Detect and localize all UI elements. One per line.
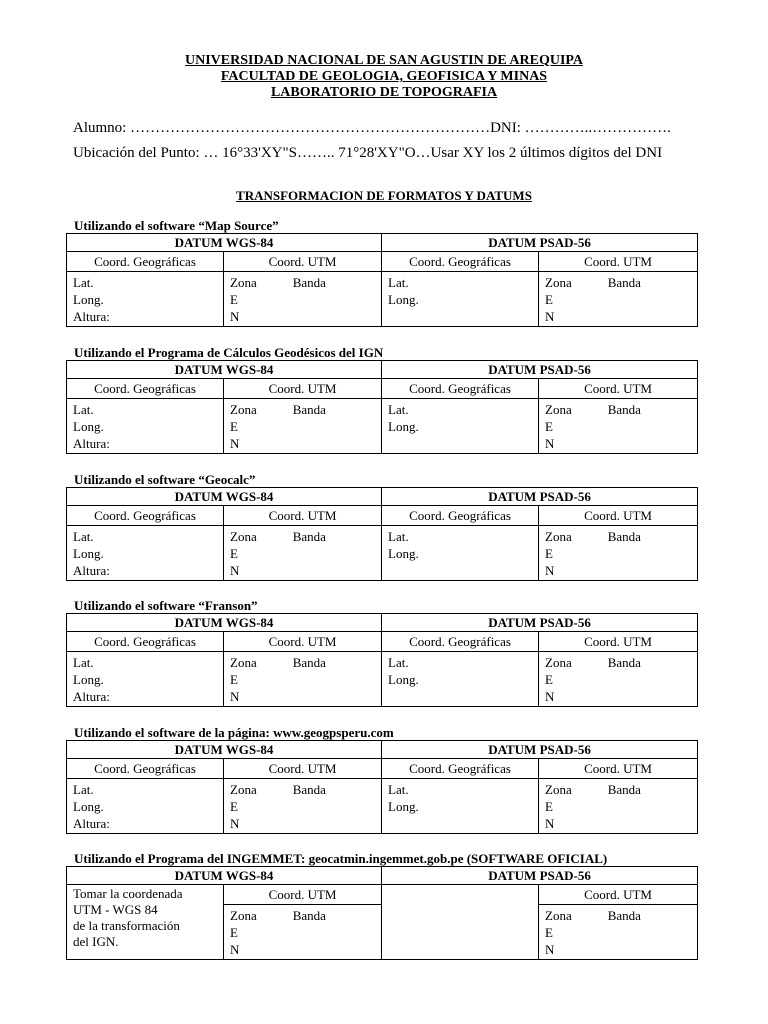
utm-psad56-cell (539, 905, 698, 960)
altura-label: Altura: (73, 436, 110, 451)
coordinates-section (66, 218, 697, 327)
banda-label: Banda (292, 782, 326, 797)
banda-label: Banda (292, 908, 326, 923)
utm-psad56-cell (539, 399, 698, 454)
coord-utm-header: Coord. UTM (539, 506, 698, 526)
section-title: Utilizando el software “Franson” (74, 598, 258, 613)
long-label: Long. (388, 546, 419, 561)
lat-label: Lat. (73, 782, 94, 797)
coordinates-table (66, 613, 698, 707)
geo-psad56-cell (382, 652, 539, 707)
long-label: Long. (388, 419, 419, 434)
n-label: N (230, 436, 240, 451)
lat-label: Lat. (388, 402, 409, 417)
long-label: Long. (73, 292, 104, 307)
coord-utm-header: Coord. UTM (224, 632, 382, 652)
banda-label: Banda (607, 402, 641, 417)
n-label: N (230, 816, 240, 831)
geo-psad56-cell (382, 399, 539, 454)
long-label: Long. (388, 799, 419, 814)
e-label: E (545, 925, 553, 940)
coordinates-table (66, 233, 698, 327)
banda-label: Banda (292, 529, 326, 544)
n-label: N (545, 563, 555, 578)
zona-label: Zona (545, 908, 572, 923)
coordinates-section (66, 345, 697, 454)
coord-geo-header: Coord. Geográficas (67, 632, 224, 652)
coord-geo-header: Coord. Geográficas (67, 252, 224, 272)
banda-label: Banda (607, 655, 641, 670)
coord-utm-header: Coord. UTM (224, 759, 382, 779)
banda-label: Banda (292, 275, 326, 290)
zona-label: Zona (230, 529, 257, 544)
lat-label: Lat. (73, 275, 94, 290)
utm-wgs84-cell (224, 905, 382, 960)
coord-utm-header: Coord. UTM (224, 506, 382, 526)
e-label: E (230, 292, 238, 307)
lat-label: Lat. (73, 529, 94, 544)
coordinates-table (66, 487, 698, 581)
altura-label: Altura: (73, 689, 110, 704)
banda-label: Banda (607, 275, 641, 290)
section-title: Utilizando el software “Geocalc” (74, 472, 256, 487)
n-label: N (230, 689, 240, 704)
ign-note-line: UTM - WGS 84 (73, 902, 158, 917)
banda-label: Banda (607, 908, 641, 923)
geo-psad56-cell (382, 779, 539, 834)
utm-wgs84-cell (224, 779, 382, 834)
banda-label: Banda (607, 782, 641, 797)
university-title: UNIVERSIDAD NACIONAL DE SAN AGUSTIN DE AREQUIPA (184, 53, 584, 68)
zona-label: Zona (545, 655, 572, 670)
lat-label: Lat. (388, 529, 409, 544)
coord-utm-header: Coord. UTM (539, 379, 698, 399)
banda-label: Banda (607, 529, 641, 544)
e-label: E (545, 292, 553, 307)
location-line: Ubicación del Punto: … 16°33'XY"S…….. 71°28'XY"O…Usar XY los 2 últimos dígitos del DNI (73, 145, 663, 161)
e-label: E (545, 672, 553, 687)
banda-label: Banda (292, 402, 326, 417)
banda-label: Banda (292, 655, 326, 670)
utm-wgs84-cell (224, 652, 382, 707)
altura-label: Altura: (73, 309, 110, 324)
lat-label: Lat. (388, 655, 409, 670)
utm-psad56-cell (539, 526, 698, 581)
coordinates-table (66, 866, 698, 960)
geo-psad56-cell (382, 272, 539, 327)
datum-wgs84-header: DATUM WGS-84 (67, 867, 382, 885)
n-label: N (545, 436, 555, 451)
datum-wgs84-header: DATUM WGS-84 (67, 614, 382, 632)
n-label: N (230, 309, 240, 324)
zona-label: Zona (230, 908, 257, 923)
ign-note-line: del IGN. (73, 934, 119, 949)
datum-psad56-header: DATUM PSAD-56 (382, 234, 698, 252)
coordinates-section (66, 472, 697, 581)
long-label: Long. (388, 292, 419, 307)
zona-label: Zona (230, 402, 257, 417)
coord-utm-header: Coord. UTM (539, 632, 698, 652)
e-label: E (545, 546, 553, 561)
ign-note-line: Tomar la coordenada (73, 886, 183, 901)
lat-label: Lat. (73, 402, 94, 417)
coordinates-section (66, 598, 697, 707)
coord-utm-header: Coord. UTM (224, 885, 382, 905)
coord-geo-header: Coord. Geográficas (67, 506, 224, 526)
e-label: E (230, 419, 238, 434)
long-label: Long. (388, 672, 419, 687)
long-label: Long. (73, 672, 104, 687)
datum-psad56-header: DATUM PSAD-56 (382, 361, 698, 379)
coord-geo-header: Coord. Geográficas (382, 759, 539, 779)
geo-wgs84-cell (67, 399, 224, 454)
datum-psad56-header: DATUM PSAD-56 (382, 741, 698, 759)
ign-note-cell (67, 885, 224, 960)
geo-wgs84-cell (67, 526, 224, 581)
long-label: Long. (73, 546, 104, 561)
datum-wgs84-header: DATUM WGS-84 (67, 488, 382, 506)
utm-psad56-cell (539, 779, 698, 834)
utm-wgs84-cell (224, 526, 382, 581)
datum-psad56-header: DATUM PSAD-56 (382, 488, 698, 506)
lat-label: Lat. (388, 275, 409, 290)
datum-psad56-header: DATUM PSAD-56 (382, 867, 698, 885)
utm-psad56-cell (539, 652, 698, 707)
utm-wgs84-cell (224, 272, 382, 327)
e-label: E (230, 546, 238, 561)
coordinates-table (66, 740, 698, 834)
coord-utm-header: Coord. UTM (539, 252, 698, 272)
section-title: Utilizando el Programa de Cálculos Geodésicos del IGN (74, 345, 384, 360)
zona-label: Zona (230, 655, 257, 670)
datum-wgs84-header: DATUM WGS-84 (67, 361, 382, 379)
altura-label: Altura: (73, 563, 110, 578)
n-label: N (545, 689, 555, 704)
zona-label: Zona (545, 402, 572, 417)
empty-cell (382, 885, 539, 960)
coordinates-section (66, 725, 697, 834)
datum-psad56-header: DATUM PSAD-56 (382, 614, 698, 632)
zona-label: Zona (230, 275, 257, 290)
coord-utm-header: Coord. UTM (224, 252, 382, 272)
zona-label: Zona (230, 782, 257, 797)
coord-utm-header: Coord. UTM (539, 759, 698, 779)
section-title: Utilizando el Programa del INGEMMET: geocatmin.ingemmet.gob.pe (SOFTWARE OFICIAL) (74, 851, 608, 866)
coordinates-table (66, 360, 698, 454)
e-label: E (230, 799, 238, 814)
section-ingemmet (66, 851, 697, 960)
n-label: N (545, 309, 555, 324)
e-label: E (230, 925, 238, 940)
zona-label: Zona (545, 782, 572, 797)
coord-utm-header: Coord. UTM (539, 885, 698, 905)
datum-wgs84-header: DATUM WGS-84 (67, 741, 382, 759)
coord-geo-header: Coord. Geográficas (382, 379, 539, 399)
student-line: Alumno: ………………………………………………………………DNI: …………..……………. (73, 120, 671, 136)
long-label: Long. (73, 419, 104, 434)
lat-label: Lat. (388, 782, 409, 797)
geo-wgs84-cell (67, 652, 224, 707)
datum-wgs84-header: DATUM WGS-84 (67, 234, 382, 252)
coord-geo-header: Coord. Geográficas (382, 632, 539, 652)
document-subtitle: TRANSFORMACION DE FORMATOS Y DATUMS (236, 188, 532, 203)
altura-label: Altura: (73, 816, 110, 831)
zona-label: Zona (545, 275, 572, 290)
coord-utm-header: Coord. UTM (224, 379, 382, 399)
zona-label: Zona (545, 529, 572, 544)
utm-wgs84-cell (224, 399, 382, 454)
n-label: N (230, 942, 240, 957)
e-label: E (545, 419, 553, 434)
n-label: N (545, 816, 555, 831)
n-label: N (545, 942, 555, 957)
coord-geo-header: Coord. Geográficas (67, 759, 224, 779)
faculty-title: FACULTAD DE GEOLOGIA, GEOFISICA Y MINAS (220, 69, 548, 84)
ign-note-line: de la transformación (73, 918, 180, 933)
lat-label: Lat. (73, 655, 94, 670)
n-label: N (230, 563, 240, 578)
geo-wgs84-cell (67, 779, 224, 834)
e-label: E (230, 672, 238, 687)
laboratory-title: LABORATORIO DE TOPOGRAFIA (270, 85, 498, 100)
coord-geo-header: Coord. Geográficas (382, 252, 539, 272)
coord-geo-header: Coord. Geográficas (382, 506, 539, 526)
section-title: Utilizando el software “Map Source” (74, 218, 279, 233)
utm-psad56-cell (539, 272, 698, 327)
geo-wgs84-cell (67, 272, 224, 327)
long-label: Long. (73, 799, 104, 814)
geo-psad56-cell (382, 526, 539, 581)
section-title: Utilizando el software de la página: www.geogpsperu.com (74, 725, 394, 740)
e-label: E (545, 799, 553, 814)
coord-geo-header: Coord. Geográficas (67, 379, 224, 399)
